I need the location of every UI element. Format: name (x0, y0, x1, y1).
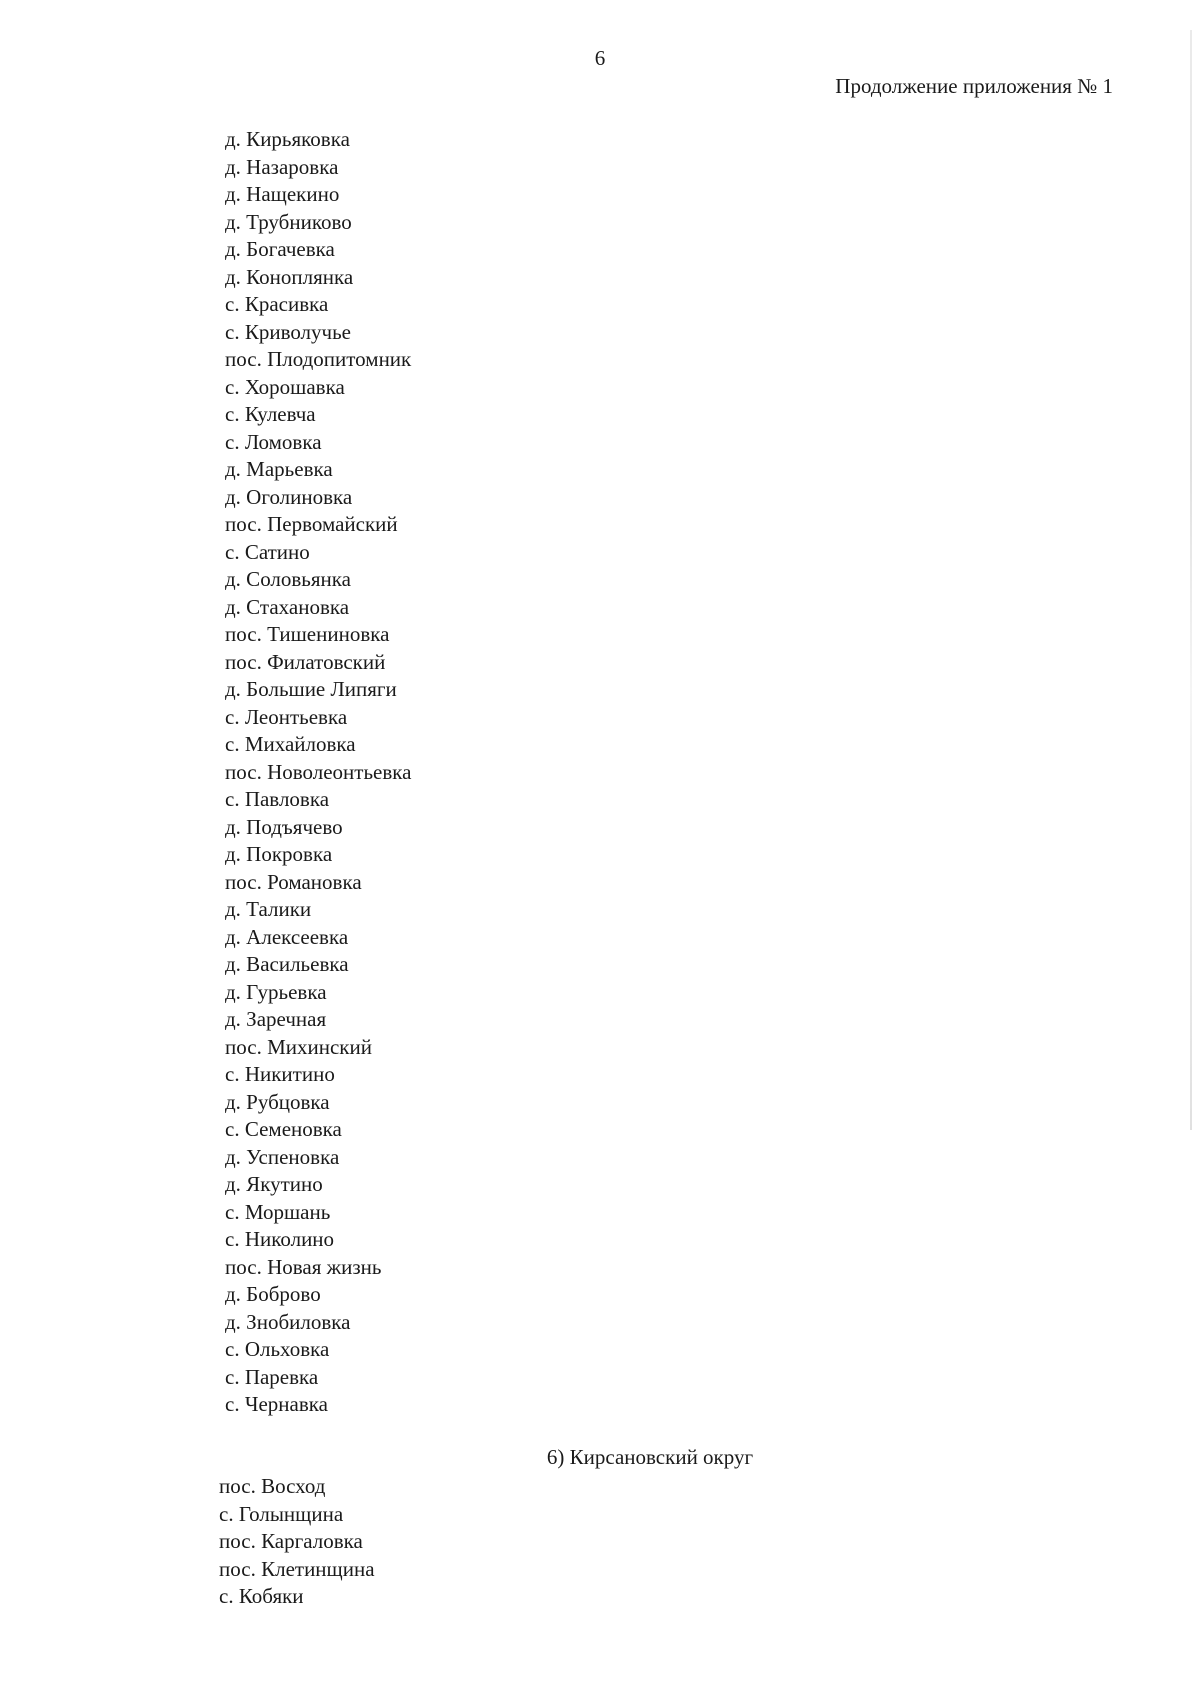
list-item: д. Гурьевка (225, 979, 327, 1004)
list-item: д. Богачевка (225, 237, 335, 261)
list-item: д. Соловьянка (225, 567, 351, 591)
section-heading: 6) Кирсановский округ (546, 1445, 754, 1469)
list-item: пос. Тишениновка (225, 622, 390, 646)
list-item: д. Алексеевка (225, 924, 349, 949)
list-item: пос. Первомайский (225, 512, 398, 536)
list-item: д. Рубцовка (225, 1089, 330, 1114)
list-item: с. Михайловка (225, 732, 356, 756)
list-item: д. Боброво (225, 1282, 321, 1306)
list-item: с. Кобяки (219, 1584, 304, 1608)
section-settlement-list (219, 1473, 919, 1611)
list-item: с. Чернавка (225, 1392, 328, 1416)
list-item: д. Талики (225, 897, 312, 921)
list-item: с. Криволучье (225, 319, 351, 344)
list-item: с. Хорошавка (225, 374, 345, 399)
list-item: д. Нащекино (225, 182, 340, 206)
list-item: д. Большие Липяги (225, 677, 397, 701)
list-item: пос. Новая жизнь (225, 1254, 382, 1279)
list-item: д. Трубниково (225, 209, 352, 234)
list-item: с. Красивка (225, 292, 329, 316)
list-item: пос. Новолеонтьевка (225, 759, 412, 784)
list-item: с. Моршань (225, 1199, 331, 1224)
list-item: д. Марьевка (225, 457, 333, 481)
list-item: пос. Восход (219, 1474, 326, 1498)
list-item: с. Сатино (225, 539, 310, 564)
list-item: д. Стахановка (225, 594, 350, 619)
list-item: пос. Филатовский (225, 649, 386, 674)
scan-edge-mark (1190, 30, 1192, 1130)
list-item: с. Голынщина (219, 1501, 344, 1526)
list-item: пос. Каргаловка (219, 1529, 363, 1553)
list-item: д. Успеновка (225, 1144, 340, 1169)
continuation-note: Продолжение приложения № 1 (835, 74, 1113, 98)
page-number: 6 (594, 46, 606, 70)
list-item: с. Ольховка (225, 1337, 330, 1361)
list-item: д. Кирьяковка (225, 127, 350, 151)
list-item: пос. Плодопитомник (225, 347, 412, 371)
list-item: д. Подъячево (225, 814, 343, 839)
list-item: с. Ломовка (225, 429, 322, 454)
list-item: с. Павловка (225, 787, 330, 811)
list-item: д. Якутино (225, 1172, 323, 1196)
list-item: с. Кулевча (225, 402, 316, 426)
list-item: пос. Клетинщина (219, 1556, 375, 1581)
list-item: с. Паревка (225, 1364, 319, 1389)
settlement-list (225, 126, 925, 1419)
list-item: д. Назаровка (225, 154, 339, 179)
list-item: д. Коноплянка (225, 264, 354, 289)
list-item: с. Семеновка (225, 1117, 342, 1141)
list-item: с. Николино (225, 1227, 335, 1251)
list-item: пос. Михинский (225, 1034, 372, 1059)
list-item: с. Леонтьевка (225, 704, 348, 729)
list-item: д. Васильевка (225, 952, 349, 976)
list-item: д. Покровка (225, 842, 333, 866)
list-item: пос. Романовка (225, 869, 362, 894)
list-item: с. Никитино (225, 1062, 335, 1086)
list-item: д. Оголиновка (225, 484, 353, 509)
list-item: д. Заречная (225, 1007, 327, 1031)
list-item: д. Знобиловка (225, 1309, 351, 1334)
